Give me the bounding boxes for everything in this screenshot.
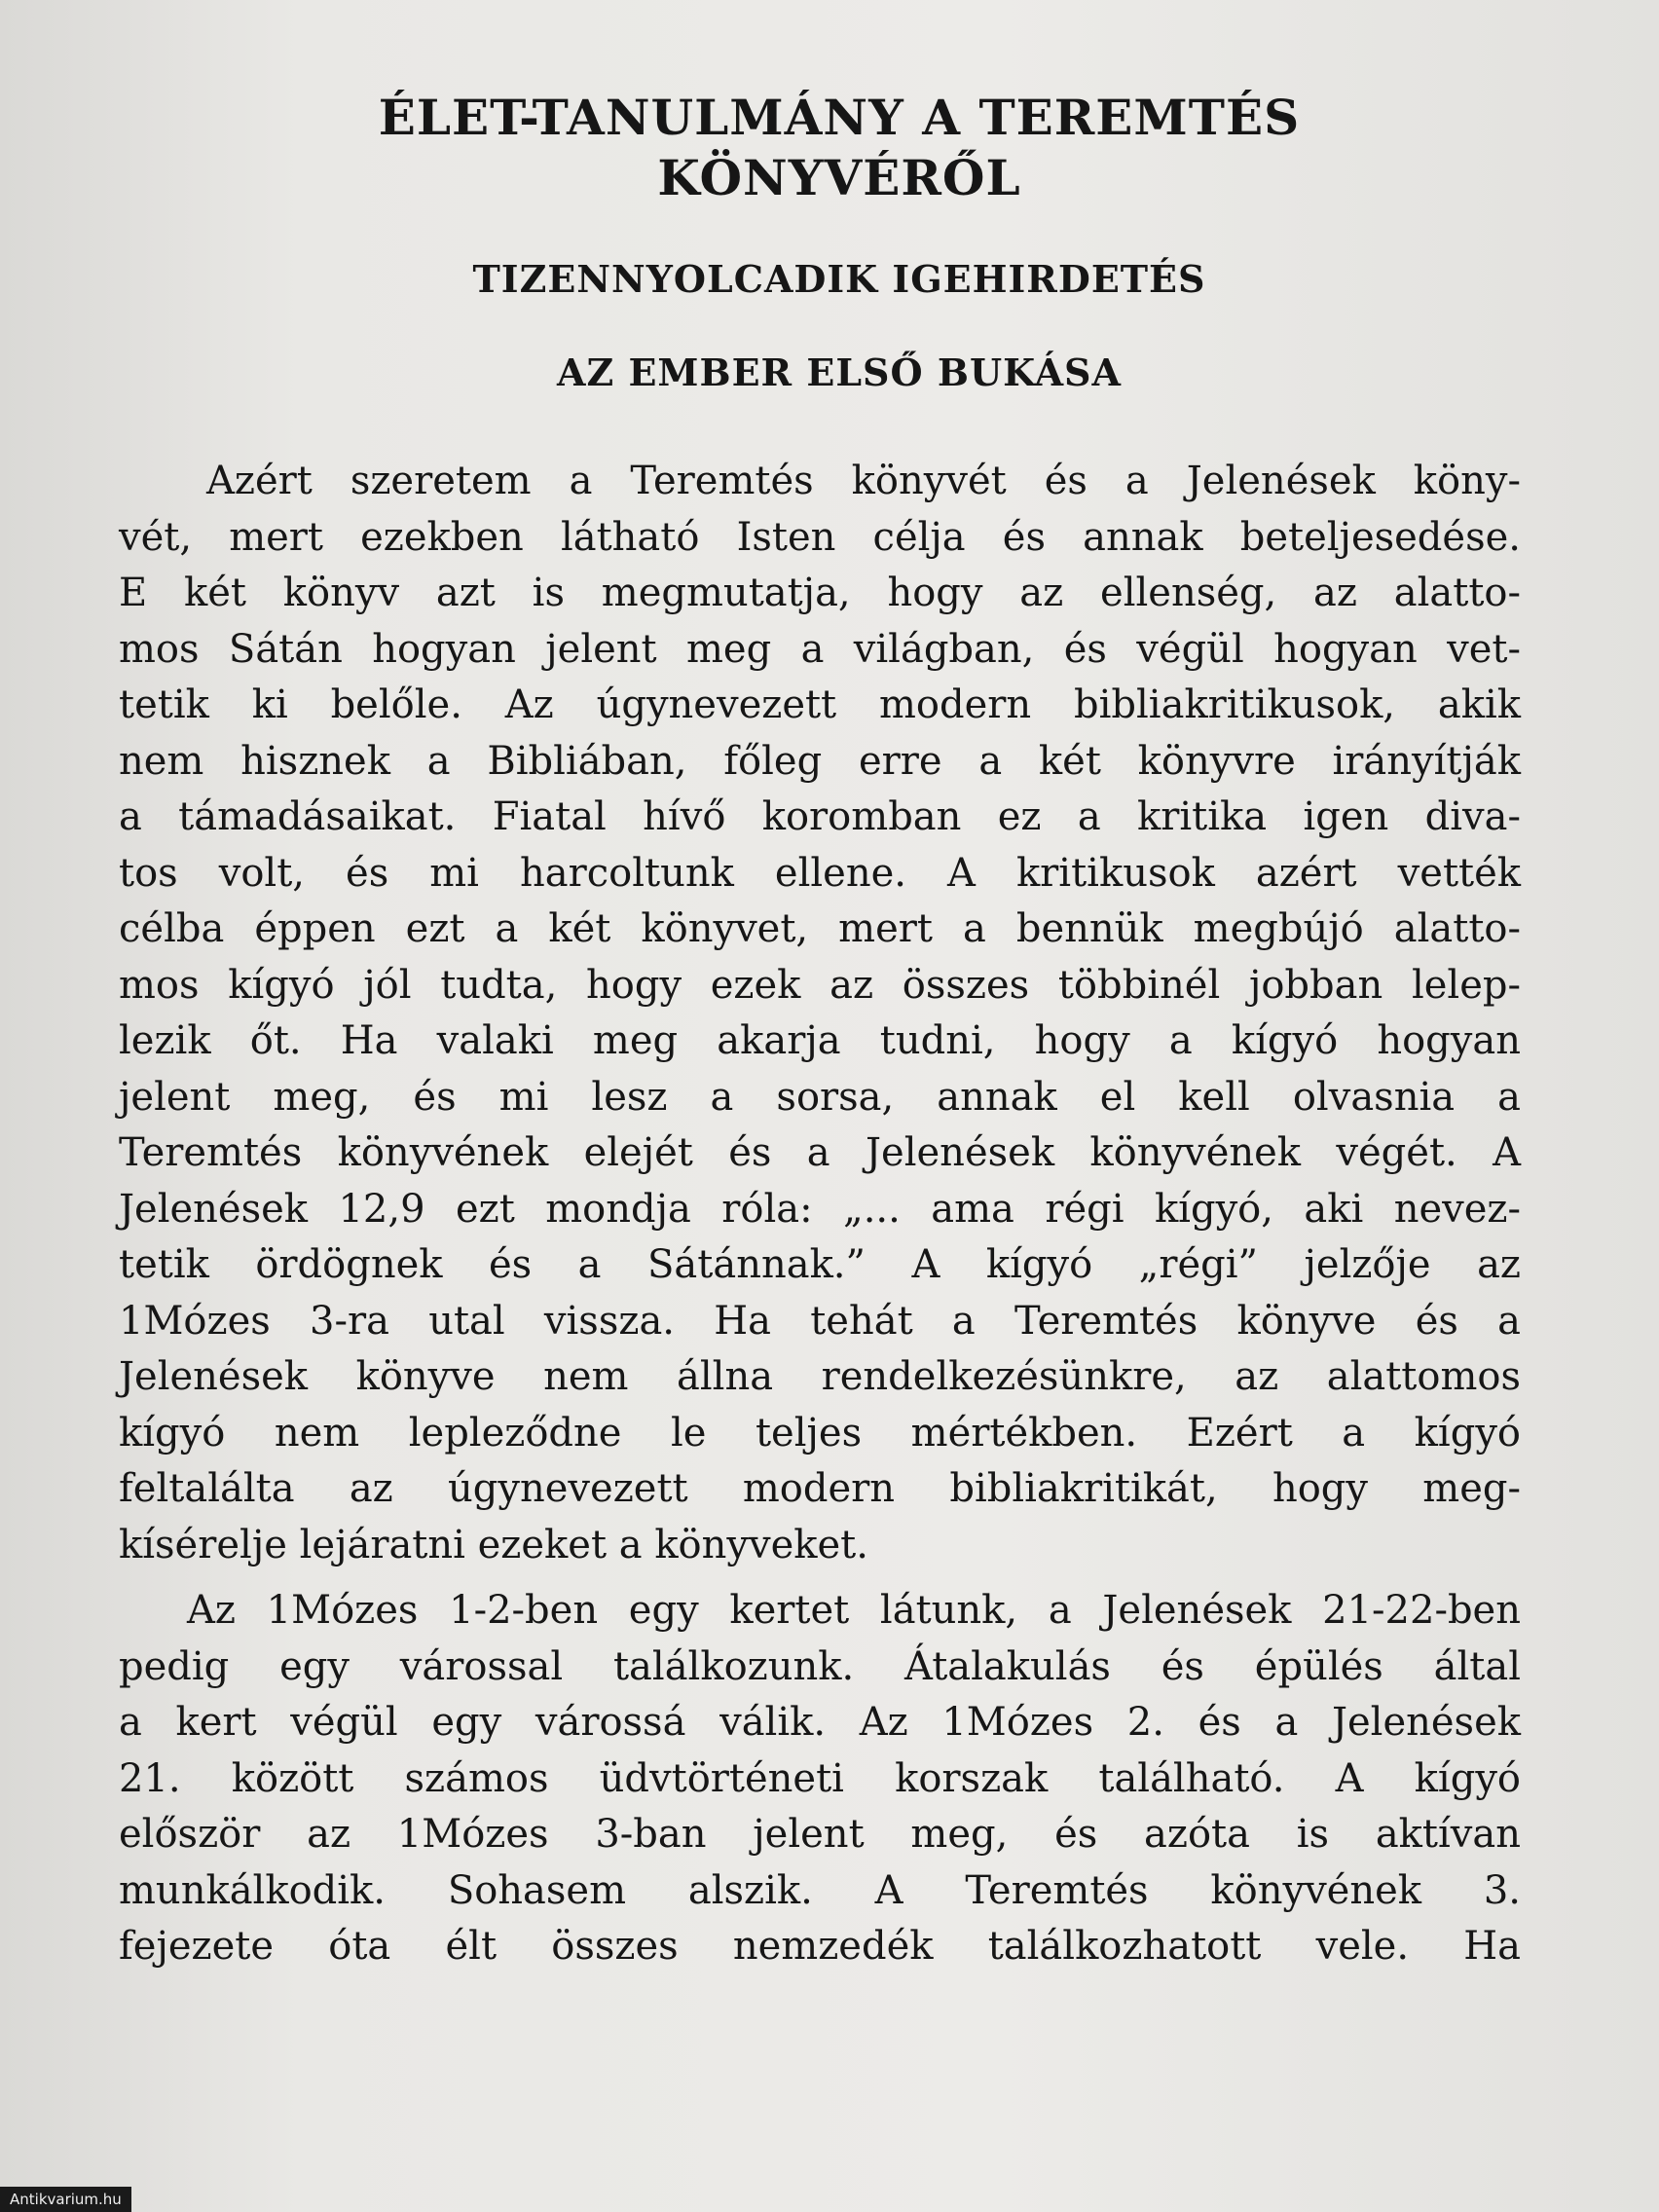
text-line: lezik őt. Ha valaki meg akarja tudni, hogy a kígyó hogyan xyxy=(119,1018,1521,1063)
text-line: nem hisznek a Bibliában, főleg erre a két könyvre irányítják xyxy=(119,738,1521,784)
sermon-number-heading: TIZENNYOLCADIK IGEHIRDETÉS xyxy=(472,257,1206,301)
text-line: először az 1Mózes 3-ban jelent meg, és azóta is aktívan xyxy=(119,1812,1521,1857)
sermon-title: AZ EMBER ELSŐ BUKÁSA xyxy=(557,350,1122,394)
text-line: tetik ördögnek és a Sátánnak.” A kígyó „régi” jelzője az xyxy=(119,1242,1521,1287)
text-line: mos Sátán hogyan jelent meg a világban, és végül hogyan vet- xyxy=(119,626,1521,672)
text-line: kísérelje lejáratni ezeket a könyveket. xyxy=(119,1522,868,1567)
text-line: pedig egy várossal találkozunk. Átalakulás és épülés által xyxy=(119,1643,1521,1689)
text-line: mos kígyó jól tudta, hogy ezek az összes többinél jobban lelep- xyxy=(119,962,1521,1008)
text-line: fejezete óta élt összes nemzedék találkozhatott vele. Ha xyxy=(119,1924,1521,1969)
text-line: 21. között számos üdvtörténeti korszak található. A kígyó xyxy=(119,1755,1521,1801)
paragraph-1 xyxy=(119,454,1521,1573)
text-line: kígyó nem lepleződne le teljes mértékben. Ezért a kígyó xyxy=(119,1410,1521,1456)
text-line: Azért szeretem a Teremtés könyvét és a Jelenések köny- xyxy=(206,459,1521,503)
text-line: vét, mert ezekben látható Isten célja és annak beteljesedése. xyxy=(119,514,1521,560)
watermark-label: Antikvarium.hu xyxy=(0,2187,131,2212)
text-line: E két könyv azt is megmutatja, hogy az ellenség, az alatto- xyxy=(119,571,1521,615)
text-line: Az 1Mózes 1-2-ben egy kertet látunk, a Jelenések 21-22-ben xyxy=(187,1588,1521,1633)
text-line: feltalálta az úgynevezett modern bibliakritikát, hogy meg- xyxy=(119,1466,1521,1511)
text-line: Jelenések 12,9 ezt mondja róla: „... ama régi kígyó, aki nevez- xyxy=(119,1186,1521,1232)
text-line: Teremtés könyvének elejét és a Jelenések könyvének végét. A xyxy=(119,1130,1521,1175)
text-line: tos volt, és mi harcoltunk ellene. A kritikusok azért vették xyxy=(119,850,1521,896)
text-line: jelent meg, és mi lesz a sorsa, annak el kell olvasnia a xyxy=(119,1074,1521,1120)
title-line-1: ÉLET-TANULMÁNY A TEREMTÉS xyxy=(378,89,1301,146)
text-line: munkálkodik. Sohasem alszik. A Teremtés könyvének 3. xyxy=(119,1867,1521,1913)
text-line: a kert végül egy várossá válik. Az 1Mózes 2. és a Jelenések xyxy=(119,1700,1521,1745)
text-line: a támadásaikat. Fiatal hívő koromban ez a kritika igen diva- xyxy=(119,794,1521,839)
text-line: tetik ki belőle. Az úgynevezett modern bibliakritikusok, akik xyxy=(119,682,1521,727)
text-line: 1Mózes 3-ra utal vissza. Ha tehát a Teremtés könyve és a xyxy=(119,1298,1521,1344)
text-line: célba éppen ezt a két könyvet, mert a bennük megbújó alatto- xyxy=(119,906,1521,951)
book-title xyxy=(236,88,1443,208)
text-line: Jelenések könyve nem állna rendelkezésünkre, az alattomos xyxy=(119,1354,1521,1399)
paragraph-2 xyxy=(119,1583,1521,1975)
title-line-2: KÖNYVÉRŐL xyxy=(657,149,1021,206)
page-content xyxy=(119,88,1521,1975)
